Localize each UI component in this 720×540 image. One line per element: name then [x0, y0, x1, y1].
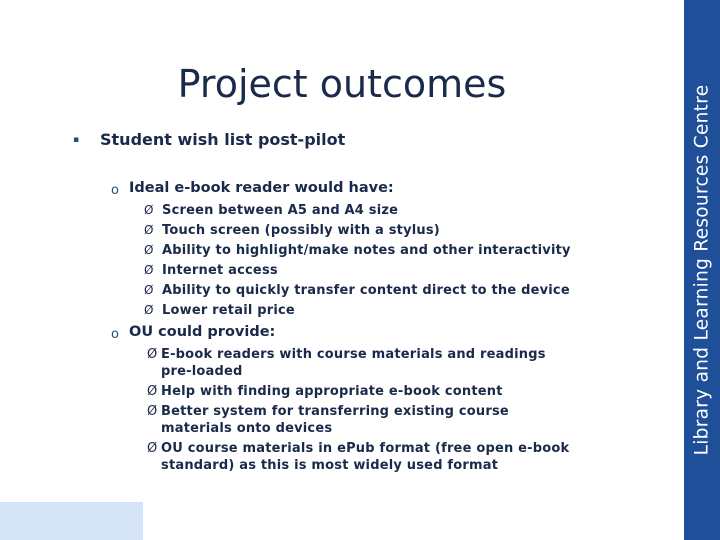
arrow-bullet-icon: Ø: [144, 283, 154, 297]
ou-item-line: OU course materials in ePub format (free open e-book: [161, 441, 570, 456]
ou-item: [147, 347, 607, 380]
square-bullet-icon: ▪: [73, 135, 80, 145]
arrow-bullet-icon: Ø: [147, 347, 158, 362]
ou-item: [147, 441, 607, 474]
ideal-item: Screen between A5 and A4 size: [162, 203, 399, 218]
slide-title: Project outcomes: [177, 62, 507, 106]
footer-accent-box: [0, 502, 143, 540]
ou-item-line: E-book readers with course materials and readings: [161, 347, 546, 362]
arrow-bullet-icon: Ø: [144, 303, 154, 317]
ideal-item: Ability to quickly transfer content direct to the device: [162, 283, 570, 298]
arrow-bullet-icon: Ø: [147, 404, 158, 419]
ou-item-line: Help with finding appropriate e-book content: [161, 384, 503, 399]
bullet-student-wish-list: Student wish list post-pilot: [100, 130, 346, 149]
ou-item: [147, 404, 607, 437]
arrow-bullet-icon: Ø: [144, 223, 154, 237]
ou-item: [147, 384, 607, 401]
ideal-item: Lower retail price: [162, 303, 295, 318]
circle-bullet-icon: o: [111, 183, 119, 198]
sidebar-label: Library and Learning Resources Centre: [691, 84, 713, 456]
arrow-bullet-icon: Ø: [144, 263, 154, 277]
ideal-item: Internet access: [162, 263, 278, 278]
circle-bullet-icon: o: [111, 327, 119, 342]
ou-heading: OU could provide:: [129, 324, 276, 340]
ou-item-line: Better system for transferring existing course: [161, 404, 509, 419]
ideal-item: Ability to highlight/make notes and other interactivity: [162, 243, 571, 258]
ou-item-line: pre-loaded: [161, 363, 243, 379]
ideal-heading: Ideal e-book reader would have:: [129, 180, 394, 196]
ideal-item: Touch screen (possibly with a stylus): [162, 223, 440, 238]
ou-item-line: standard) as this is most widely used format: [161, 457, 499, 473]
ou-item-line: materials onto devices: [161, 420, 333, 436]
arrow-bullet-icon: Ø: [144, 243, 154, 257]
arrow-bullet-icon: Ø: [147, 441, 158, 456]
arrow-bullet-icon: Ø: [147, 384, 158, 399]
arrow-bullet-icon: Ø: [144, 203, 154, 217]
